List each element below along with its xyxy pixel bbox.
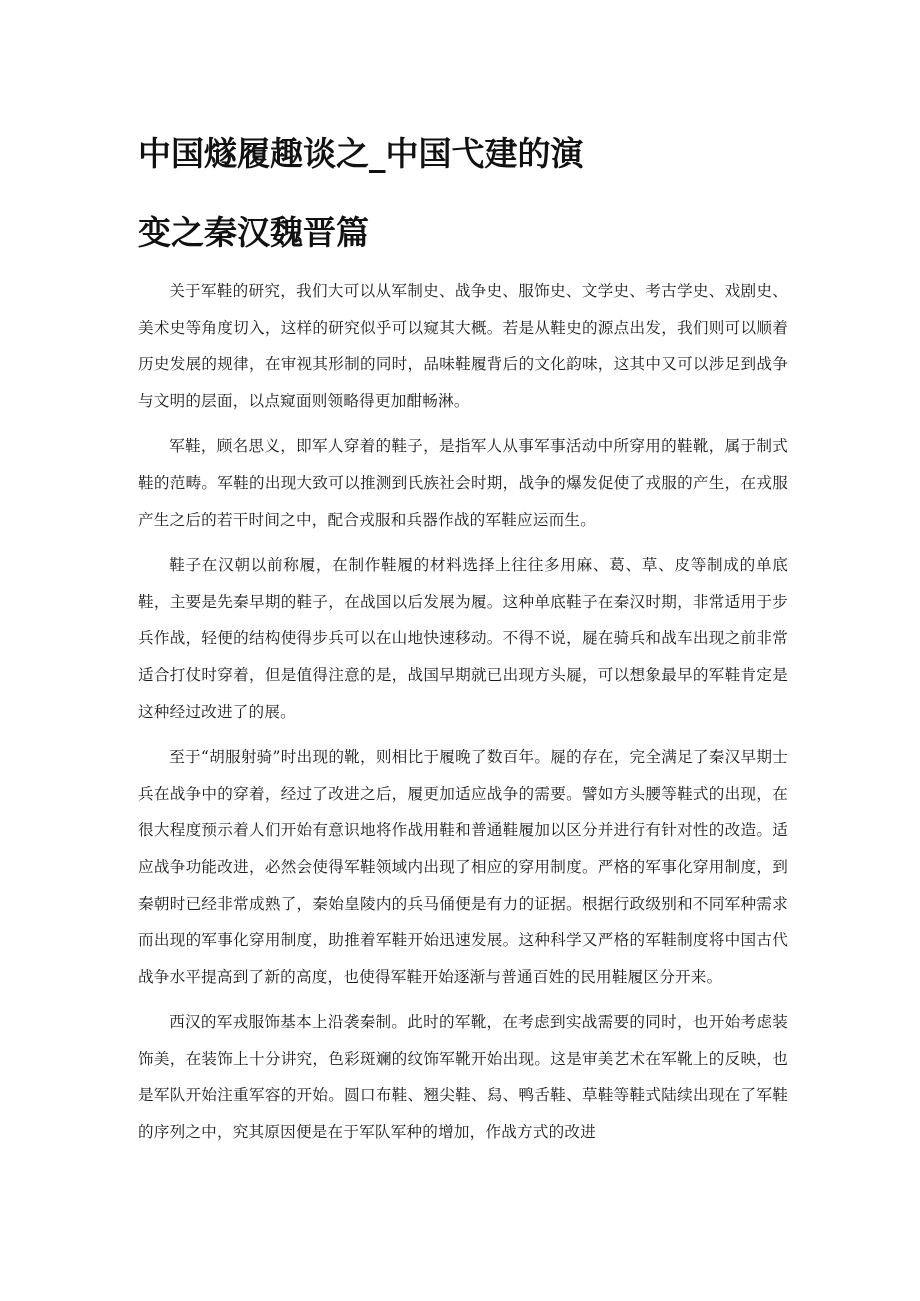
paragraph-4: 至于“胡服射骑”时出现的靴，则相比于履晚了数百年。屣的存在，完全满足了秦汉早期士兵在战争中的穿着，经过了改进之后，履更加适应战争的需要。譬如方头腰等鞋式的出现，在很大程度预示着人们开始有意识地将作战用鞋和普通鞋履加以区分并进行有针对性的改造。适应战争功能改进，必然会使得军鞋领域内出现了相应的穿用制度。严格的军事化穿用制度，到秦朝时已经非常成熟了，秦始皇陵内的兵马俑便是有力的证据。根据行政级别和不同军种需求而出现的军事化穿用制度，助推着军鞋开始迅速发展。这种科学又严格的军鞋制度将中国古代战争水平提高到了新的高度，也使得军鞋开始逐渐与普通百姓的民用鞋履区分开来。	[138, 748, 788, 986]
paragraph-3: 鞋子在汉朝以前称履，在制作鞋履的材料选择上往往多用麻、葛、草、皮等制成的单底鞋，主要是先秦早期的鞋子，在战国以后发展为履。这种单底鞋子在秦汉时期，非常适用于步兵作战，轻便的结构使得步兵可以在山地快速移动。不得不说，屣在骑兵和战车出现之前非常适合打仗时穿着，但是值得注意的是，战国早期就已出现方头屣，可以想象最早的军鞋肯定是这种经过改进了的展。	[138, 556, 788, 721]
document-body	[138, 273, 788, 1160]
paragraph-5: 西汉的军戎服饰基本上沿袭秦制。此时的军靴，在考虑到实战需要的同时，也开始考虑装饰美，在装饰上十分讲究，色彩斑斓的纹饰军靴开始出现。这是审美艺术在军靴上的反映，也是军队开始注重军容的开始。圆口布鞋、翘尖鞋、舄、鸭舌鞋、草鞋等鞋式陆续出现在了军鞋的序列之中，究其原因便是在于军队军种的增加，作战方式的改进	[138, 1013, 788, 1142]
paragraph-1: 关于军鞋的研究，我们大可以从军制史、战争史、服饰史、文学史、考古学史、戏剧史、美术史等角度切入，这样的研究似乎可以窥其大概。若是从鞋史的源点出发，我们则可以顺着历史发展的规律，在审视其形制的同时，品味鞋履背后的文化韵味，这其中又可以涉足到战争与文明的层面，以点窥面则领略得更加酣畅淋。	[138, 282, 788, 410]
document-title-line-1: 中国燧履趣谈之_中国弋建的演	[138, 134, 584, 173]
document-title-line-2: 变之秦汉魏晋篇	[138, 213, 369, 252]
paragraph-2: 军鞋，顾名思义，即军人穿着的鞋子，是指军人从事军事活动中所穿用的鞋靴，属于制式鞋的范畴。军鞋的出现大致可以推测到氏族社会时期，战争的爆发促使了戎服的产生，在戎服产生之后的若干时间之中，配合戎服和兵器作战的军鞋应运而生。	[138, 437, 788, 529]
